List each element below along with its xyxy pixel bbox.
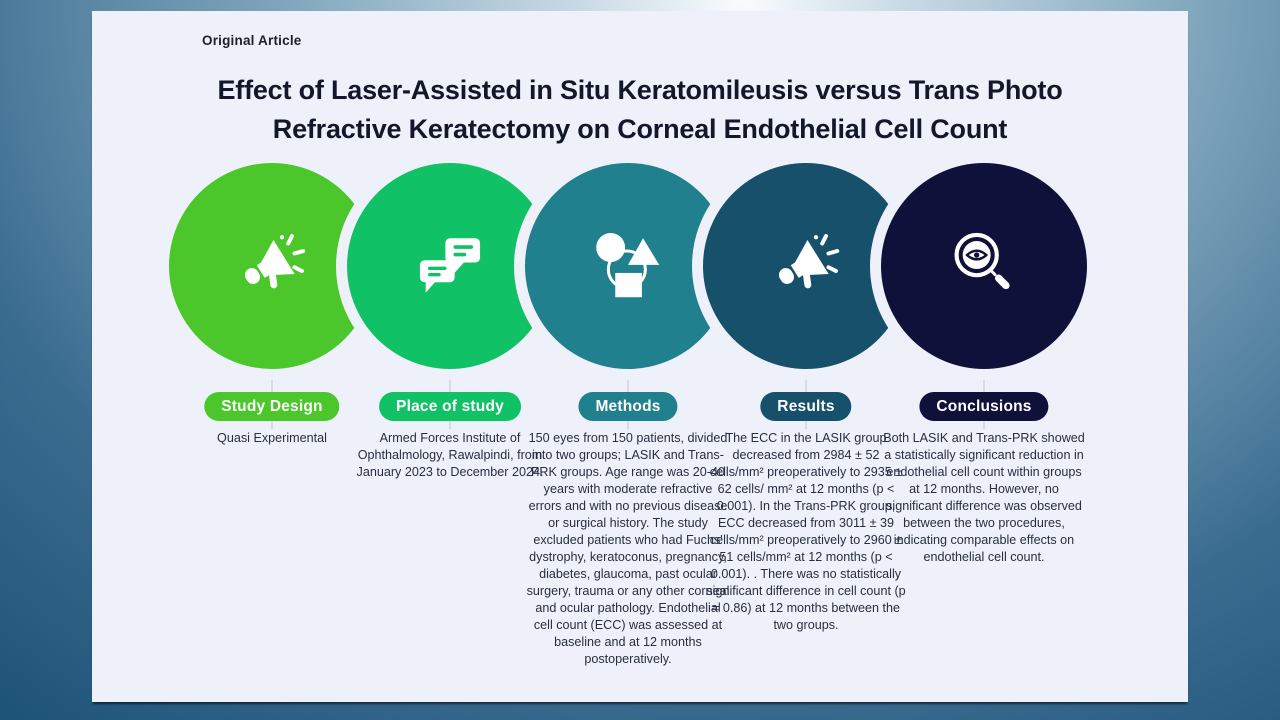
page-title <box>92 71 1188 149</box>
step-pill-study-design: Study Design <box>204 392 339 421</box>
step-circle <box>525 163 731 369</box>
step-circle <box>169 163 375 369</box>
chat-bubbles-icon <box>413 229 487 303</box>
step-pill-conclusions: Conclusions <box>919 392 1048 421</box>
step-text-place-of-study: Armed Forces Institute of Ophthalmology, Rawalpindi, from January 2023 to December 2024. <box>356 431 544 479</box>
infographic-card <box>92 11 1188 702</box>
step-column-results <box>703 163 909 703</box>
step-text-study-design: Quasi Experimental <box>217 431 327 445</box>
megaphone-icon <box>766 226 846 306</box>
page-title-line-2: Refractive Keratectomy on Corneal Endothelial Cell Count <box>272 114 1008 144</box>
eye-magnifier-icon <box>945 227 1023 305</box>
step-text-conclusions: Both LASIK and Trans-PRK showed a statistically significant reduction in endothelial cell count within groups at 12 months. However, no significant difference was observed between the two procedures, indicating comparable effects on endothelial cell count. <box>883 431 1085 564</box>
step-circle <box>881 163 1087 369</box>
step-text-methods: 150 eyes from 150 patients, divided into two groups; LASIK and Trans-PRK groups. Age range was 20-40 years with moderate refractive errors and with no previous disease or surgical history. The study excluded patients who had Fuchs' dystrophy, keratoconus, pregnancy, diabetes, glaucoma, past ocular surgery, trauma or any other corneal and ocular pathology. Endothelial cell count (ECC) was assessed at baseline and at 12 months postoperatively. <box>526 431 730 666</box>
shapes-icon <box>591 229 665 303</box>
megaphone-icon <box>232 226 312 306</box>
step-pill-results: Results <box>760 392 851 421</box>
step-circle <box>703 163 909 369</box>
step-pill-methods: Methods <box>578 392 677 421</box>
step-column-place-of-study <box>347 163 553 703</box>
step-circle <box>347 163 553 369</box>
step-text-results: The ECC in the LASIK group decreased from 2984 ± 52 cells/mm² preoperatively to 2935 ± 62 cells/ mm² at 12 months (p < 0.001). In the Trans-PRK group, ECC decreased from 3011 ± 39 cells/mm² preoperatively to 2960 ± 51 cells/mm² at 12 months (p < 0.001). . There was no statistically significant difference in cell count (p = 0.86) at 12 months between the two groups. <box>706 431 906 632</box>
step-column-study-design <box>169 163 375 703</box>
step-pill-place-of-study: Place of study <box>379 392 521 421</box>
page-title-line-1: Effect of Laser-Assisted in Situ Keratomileusis versus Trans Photo <box>217 75 1063 105</box>
article-type-label: Original Article <box>202 33 302 48</box>
step-column-methods <box>525 163 731 703</box>
step-column-conclusions <box>881 163 1087 703</box>
